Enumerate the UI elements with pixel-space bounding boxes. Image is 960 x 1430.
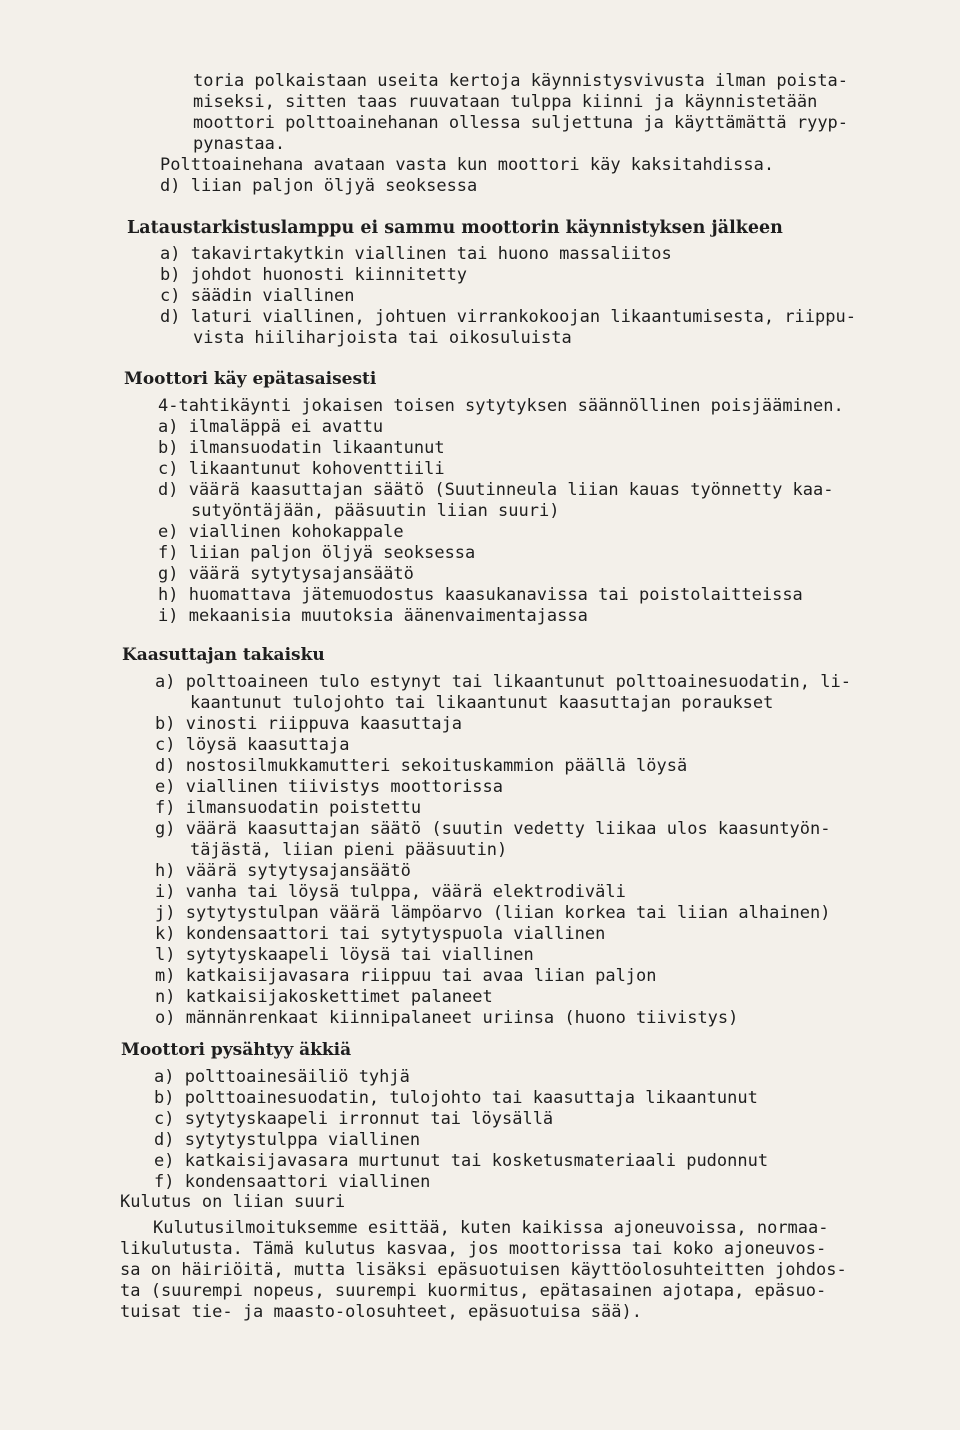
list-item: a) polttoaineen tulo estynyt tai likaantunut polttoainesuodatin, li-: [155, 672, 851, 692]
list-item: b) ilmansuodatin likaantunut: [158, 438, 445, 458]
list-item: 4-tahtikäynti jokaisen toisen sytytyksen säännöllinen poisjääminen.: [158, 396, 844, 416]
paragraph-line: sa on häiriöitä, mutta lisäksi epäsuotuisen käyttöolosuhteitten johdos-: [120, 1260, 847, 1280]
list-item: d) väärä kaasuttajan säätö (Suutinneula liian kauas työnnetty kaa-: [158, 480, 834, 500]
paragraph-line: ta (suurempi nopeus, suurempi kuormitus, epätasainen ajotapa, epäsuo-: [120, 1281, 827, 1301]
list-item: f) liian paljon öljyä seoksessa: [158, 543, 476, 563]
list-item: c) löysä kaasuttaja: [155, 735, 350, 755]
intro-line: moottori polttoainehanan ollessa suljettuna ja käyttämättä ryyp-: [193, 113, 849, 133]
list-item: f) kondensaattori viallinen: [154, 1172, 431, 1192]
intro-line: Polttoainehana avataan vasta kun moottori käy kaksitahdissa.: [160, 155, 775, 175]
list-item: i) mekaanisia muutoksia äänenvaimentajassa: [158, 606, 588, 626]
list-item: h) väärä sytytysajansäätö: [155, 861, 411, 881]
list-item: a) polttoainesäiliö tyhjä: [154, 1067, 410, 1087]
list-item: o) männänrenkaat kiinnipalaneet uriinsa (huono tiivistys): [155, 1008, 739, 1028]
intro-line: d) liian paljon öljyä seoksessa: [160, 176, 478, 196]
paragraph-line: tuisat tie- ja maasto-olosuhteet, epäsuotuisa sää).: [120, 1302, 642, 1322]
section-heading: Moottori käy epätasaisesti: [124, 369, 377, 389]
list-item: f) ilmansuodatin poistettu: [155, 798, 422, 818]
list-item: n) katkaisijakoskettimet palaneet: [155, 987, 493, 1007]
intro-line: toria polkaistaan useita kertoja käynnistysvivusta ilman poista-: [193, 71, 849, 91]
list-item: e) viallinen tiivistys moottorissa: [155, 777, 503, 797]
list-item: i) vanha tai löysä tulppa, väärä elektrodiväli: [155, 882, 626, 902]
section-heading: Lataustarkistuslamppu ei sammu moottorin käynnistyksen jälkeen: [127, 218, 783, 238]
intro-line: pynastaa.: [193, 134, 286, 154]
section-heading: Kulutus on liian suuri: [120, 1192, 346, 1212]
list-item: a) ilmaläppä ei avattu: [158, 417, 384, 437]
list-item: a) takavirtakytkin viallinen tai huono massaliitos: [160, 244, 672, 264]
section-heading: Moottori pysähtyy äkkiä: [121, 1040, 352, 1060]
list-item: c) sytytyskaapeli irronnut tai löysällä: [154, 1109, 554, 1129]
list-item: j) sytytystulpan väärä lämpöarvo (liian korkea tai liian alhainen): [155, 903, 831, 923]
list-item: k) kondensaattori tai sytytyspuola viallinen: [155, 924, 606, 944]
list-item: b) polttoainesuodatin, tulojohto tai kaasuttaja likaantunut: [154, 1088, 758, 1108]
list-item: g) väärä kaasuttajan säätö (suutin vedetty liikaa ulos kaasuntyön-: [155, 819, 831, 839]
list-item: e) katkaisijavasara murtunut tai kosketusmateriaali pudonnut: [154, 1151, 769, 1171]
list-item: m) katkaisijavasara riippuu tai avaa liian paljon: [155, 966, 657, 986]
paragraph-line: Kulutusilmoituksemme esittää, kuten kaikissa ajoneuvoissa, normaa-: [153, 1218, 829, 1238]
list-item: d) laturi viallinen, johtuen virrankokoojan likaantumisesta, riippu-: [160, 307, 856, 327]
paragraph-line: likulutusta. Tämä kulutus kasvaa, jos moottorissa tai koko ajoneuvos-: [120, 1239, 827, 1259]
list-item: täjästä, liian pieni pääsuutin): [190, 840, 508, 860]
section-heading: Kaasuttajan takaisku: [122, 645, 325, 665]
list-item: d) nostosilmukkamutteri sekoituskammion päällä löysä: [155, 756, 688, 776]
list-item: b) vinosti riippuva kaasuttaja: [155, 714, 463, 734]
list-item: sutyöntäjään, pääsuutin liian suuri): [191, 501, 560, 521]
list-item: d) sytytystulppa viallinen: [154, 1130, 421, 1150]
list-item: l) sytytyskaapeli löysä tai viallinen: [155, 945, 534, 965]
list-item: c) likaantunut kohoventtiili: [158, 459, 445, 479]
list-item: b) johdot huonosti kiinnitetty: [160, 265, 468, 285]
list-item: h) huomattava jätemuodostus kaasukanavissa tai poistolaitteissa: [158, 585, 803, 605]
list-item: vista hiiliharjoista tai oikosuluista: [193, 328, 572, 348]
list-item: c) säädin viallinen: [160, 286, 355, 306]
list-item: kaantunut tulojohto tai likaantunut kaasuttajan poraukset: [190, 693, 774, 713]
list-item: g) väärä sytytysajansäätö: [158, 564, 414, 584]
intro-line: miseksi, sitten taas ruuvataan tulppa kiinni ja käynnistetään: [193, 92, 818, 112]
list-item: e) viallinen kohokappale: [158, 522, 404, 542]
